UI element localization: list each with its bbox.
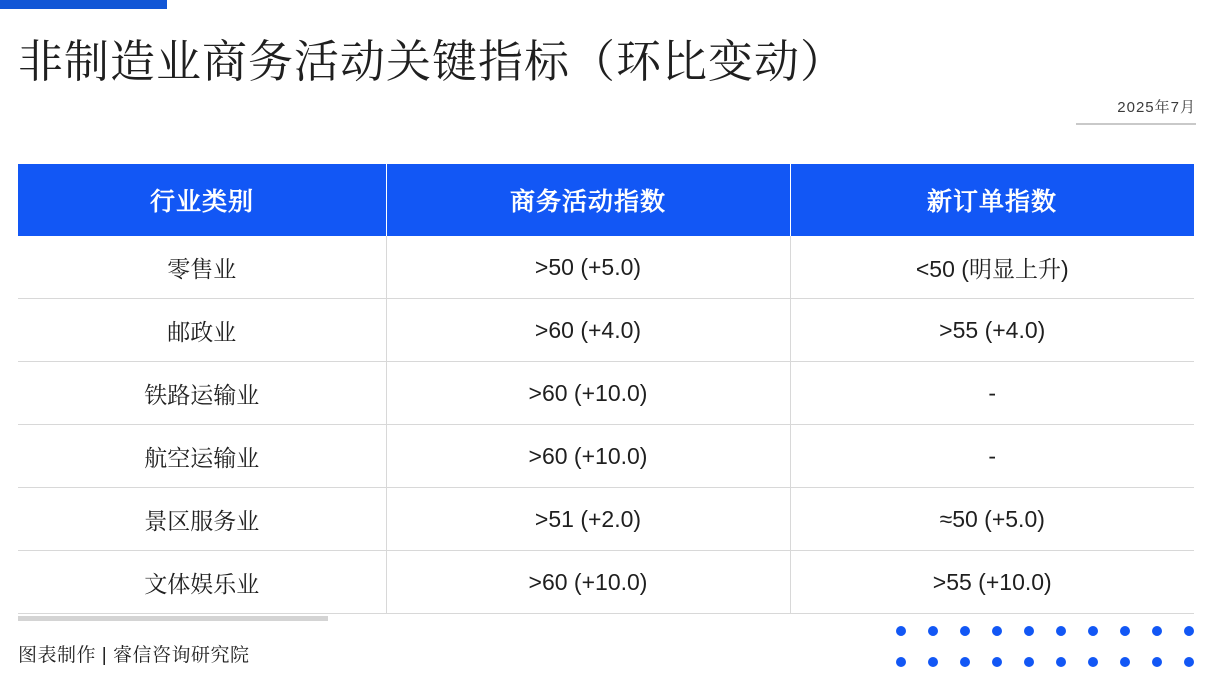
cell-new-orders-index: ≈50 (+5.0) <box>790 488 1194 551</box>
cell-industry: 航空运输业 <box>18 425 386 488</box>
column-header-new-orders-index: 新订单指数 <box>790 164 1194 236</box>
decorative-dot <box>960 657 970 667</box>
decorative-dot <box>928 657 938 667</box>
indicator-table <box>18 164 1194 614</box>
decorative-dot <box>1120 626 1130 636</box>
decorative-dot <box>1088 626 1098 636</box>
column-header-industry: 行业类别 <box>18 164 386 236</box>
table-header-row <box>18 164 1194 236</box>
page-title: 非制造业商务活动关键指标（环比变动） <box>18 36 847 87</box>
footer-divider <box>18 616 328 621</box>
cell-industry: 景区服务业 <box>18 488 386 551</box>
cell-new-orders-index: - <box>790 362 1194 425</box>
decorative-dot-grid <box>896 626 1194 667</box>
top-accent-bar <box>0 0 167 9</box>
decorative-dot <box>928 626 938 636</box>
cell-industry: 邮政业 <box>18 299 386 362</box>
footer-credit: 图表制作 | 睿信咨询研究院 <box>18 645 250 666</box>
cell-industry: 文体娱乐业 <box>18 551 386 614</box>
column-header-business-activity-index: 商务活动指数 <box>386 164 790 236</box>
table-row <box>18 488 1194 551</box>
cell-business-activity-index: >60 (+10.0) <box>386 362 790 425</box>
decorative-dot <box>1024 657 1034 667</box>
cell-new-orders-index: >55 (+4.0) <box>790 299 1194 362</box>
table-row <box>18 236 1194 299</box>
decorative-dot <box>1056 657 1066 667</box>
decorative-dot <box>992 626 1002 636</box>
cell-business-activity-index: >60 (+4.0) <box>386 299 790 362</box>
decorative-dot <box>896 657 906 667</box>
decorative-dot <box>1120 657 1130 667</box>
decorative-dot <box>1088 657 1098 667</box>
table-row <box>18 425 1194 488</box>
date-label: 2025年7月 <box>1117 99 1196 116</box>
decorative-dot <box>896 626 906 636</box>
decorative-dot <box>960 626 970 636</box>
decorative-dot <box>992 657 1002 667</box>
decorative-dot <box>1152 626 1162 636</box>
date-block <box>1076 96 1196 125</box>
cell-industry: 铁路运输业 <box>18 362 386 425</box>
cell-business-activity-index: >50 (+5.0) <box>386 236 790 299</box>
cell-new-orders-index: <50 (明显上升) <box>790 236 1194 299</box>
date-underline <box>1076 123 1196 125</box>
cell-business-activity-index: >60 (+10.0) <box>386 551 790 614</box>
cell-new-orders-index: >55 (+10.0) <box>790 551 1194 614</box>
decorative-dot <box>1184 626 1194 636</box>
table-row <box>18 551 1194 614</box>
decorative-dot <box>1024 626 1034 636</box>
table-row <box>18 362 1194 425</box>
cell-industry: 零售业 <box>18 236 386 299</box>
decorative-dot <box>1056 626 1066 636</box>
cell-new-orders-index: - <box>790 425 1194 488</box>
cell-business-activity-index: >51 (+2.0) <box>386 488 790 551</box>
cell-business-activity-index: >60 (+10.0) <box>386 425 790 488</box>
decorative-dot <box>1184 657 1194 667</box>
table-row <box>18 299 1194 362</box>
decorative-dot <box>1152 657 1162 667</box>
